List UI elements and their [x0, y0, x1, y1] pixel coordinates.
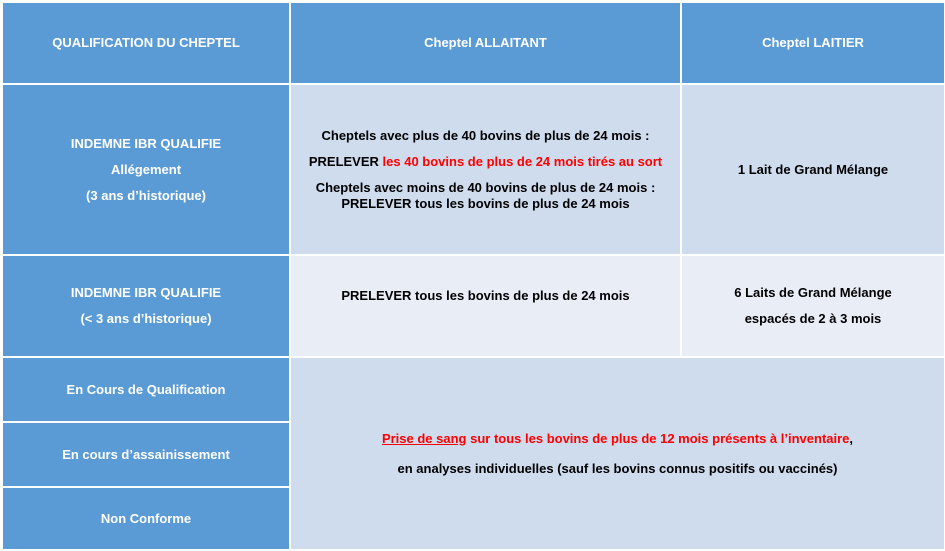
label-line: INDEMNE IBR QUALIFIE — [70, 285, 222, 300]
label-line: (< 3 ans d’historique) — [80, 311, 212, 326]
label-indemne-moins-3-ans — [2, 255, 290, 357]
qualification-table — [1, 1, 945, 551]
bottom-line-2: en analyses individuelles (sauf les bovins connus positifs ou vaccinés) — [397, 460, 838, 476]
allaitant-line: Cheptels avec moins de 40 bovins de plus de 24 mois : — [315, 179, 656, 195]
label-line: Allégement — [110, 161, 182, 177]
row-en-cours-qualification — [2, 357, 945, 422]
allaitant-line: Cheptels avec plus de 40 bovins de plus de 24 mois : — [321, 127, 650, 143]
label-non-conforme: Non Conforme — [2, 487, 290, 550]
label-indemne-allegement — [2, 84, 290, 255]
laitier-indemne-allegement: 1 Lait de Grand Mélange — [681, 84, 945, 255]
prise-de-sang-text: Prise de sang — [381, 430, 467, 446]
laitier-line: espacés de 2 à 3 mois — [744, 311, 882, 326]
label-en-cours-assainissement: En cours d’assainissement — [2, 422, 290, 487]
bottom-merged-cell — [290, 357, 945, 550]
bottom-line-1 — [291, 431, 944, 447]
header-laitier: Cheptel LAITIER — [681, 2, 945, 84]
laitier-indemne-moins-3-ans — [681, 255, 945, 357]
bottom-red-text: sur tous les bovins de plus de 12 mois présents à l’inventaire — [466, 430, 850, 446]
allaitant-line: PRELEVER tous les bovins de plus de 24 mois — [341, 195, 630, 211]
row-indemne-allegement — [2, 84, 945, 255]
laitier-line: 6 Laits de Grand Mélange — [734, 285, 892, 300]
header-qualification: QUALIFICATION DU CHEPTEL — [2, 2, 290, 84]
allaitant-line-2 — [291, 154, 680, 170]
row-indemne-moins-3-ans — [2, 255, 945, 357]
allaitant-indemne-allegement — [290, 84, 681, 255]
header-allaitant: Cheptel ALLAITANT — [290, 2, 681, 84]
header-row — [2, 2, 945, 84]
highlight-text: les 40 bovins de plus de 24 mois tirés au sort — [382, 153, 663, 169]
label-line: INDEMNE IBR QUALIFIE — [70, 135, 222, 151]
prelever-text: PRELEVER — [308, 153, 383, 169]
label-en-cours-qualification: En Cours de Qualification — [2, 357, 290, 422]
label-line: (3 ans d’historique) — [86, 187, 206, 203]
allaitant-indemne-moins-3-ans: PRELEVER tous les bovins de plus de 24 mois — [290, 255, 681, 357]
bottom-comma: , — [849, 430, 854, 446]
